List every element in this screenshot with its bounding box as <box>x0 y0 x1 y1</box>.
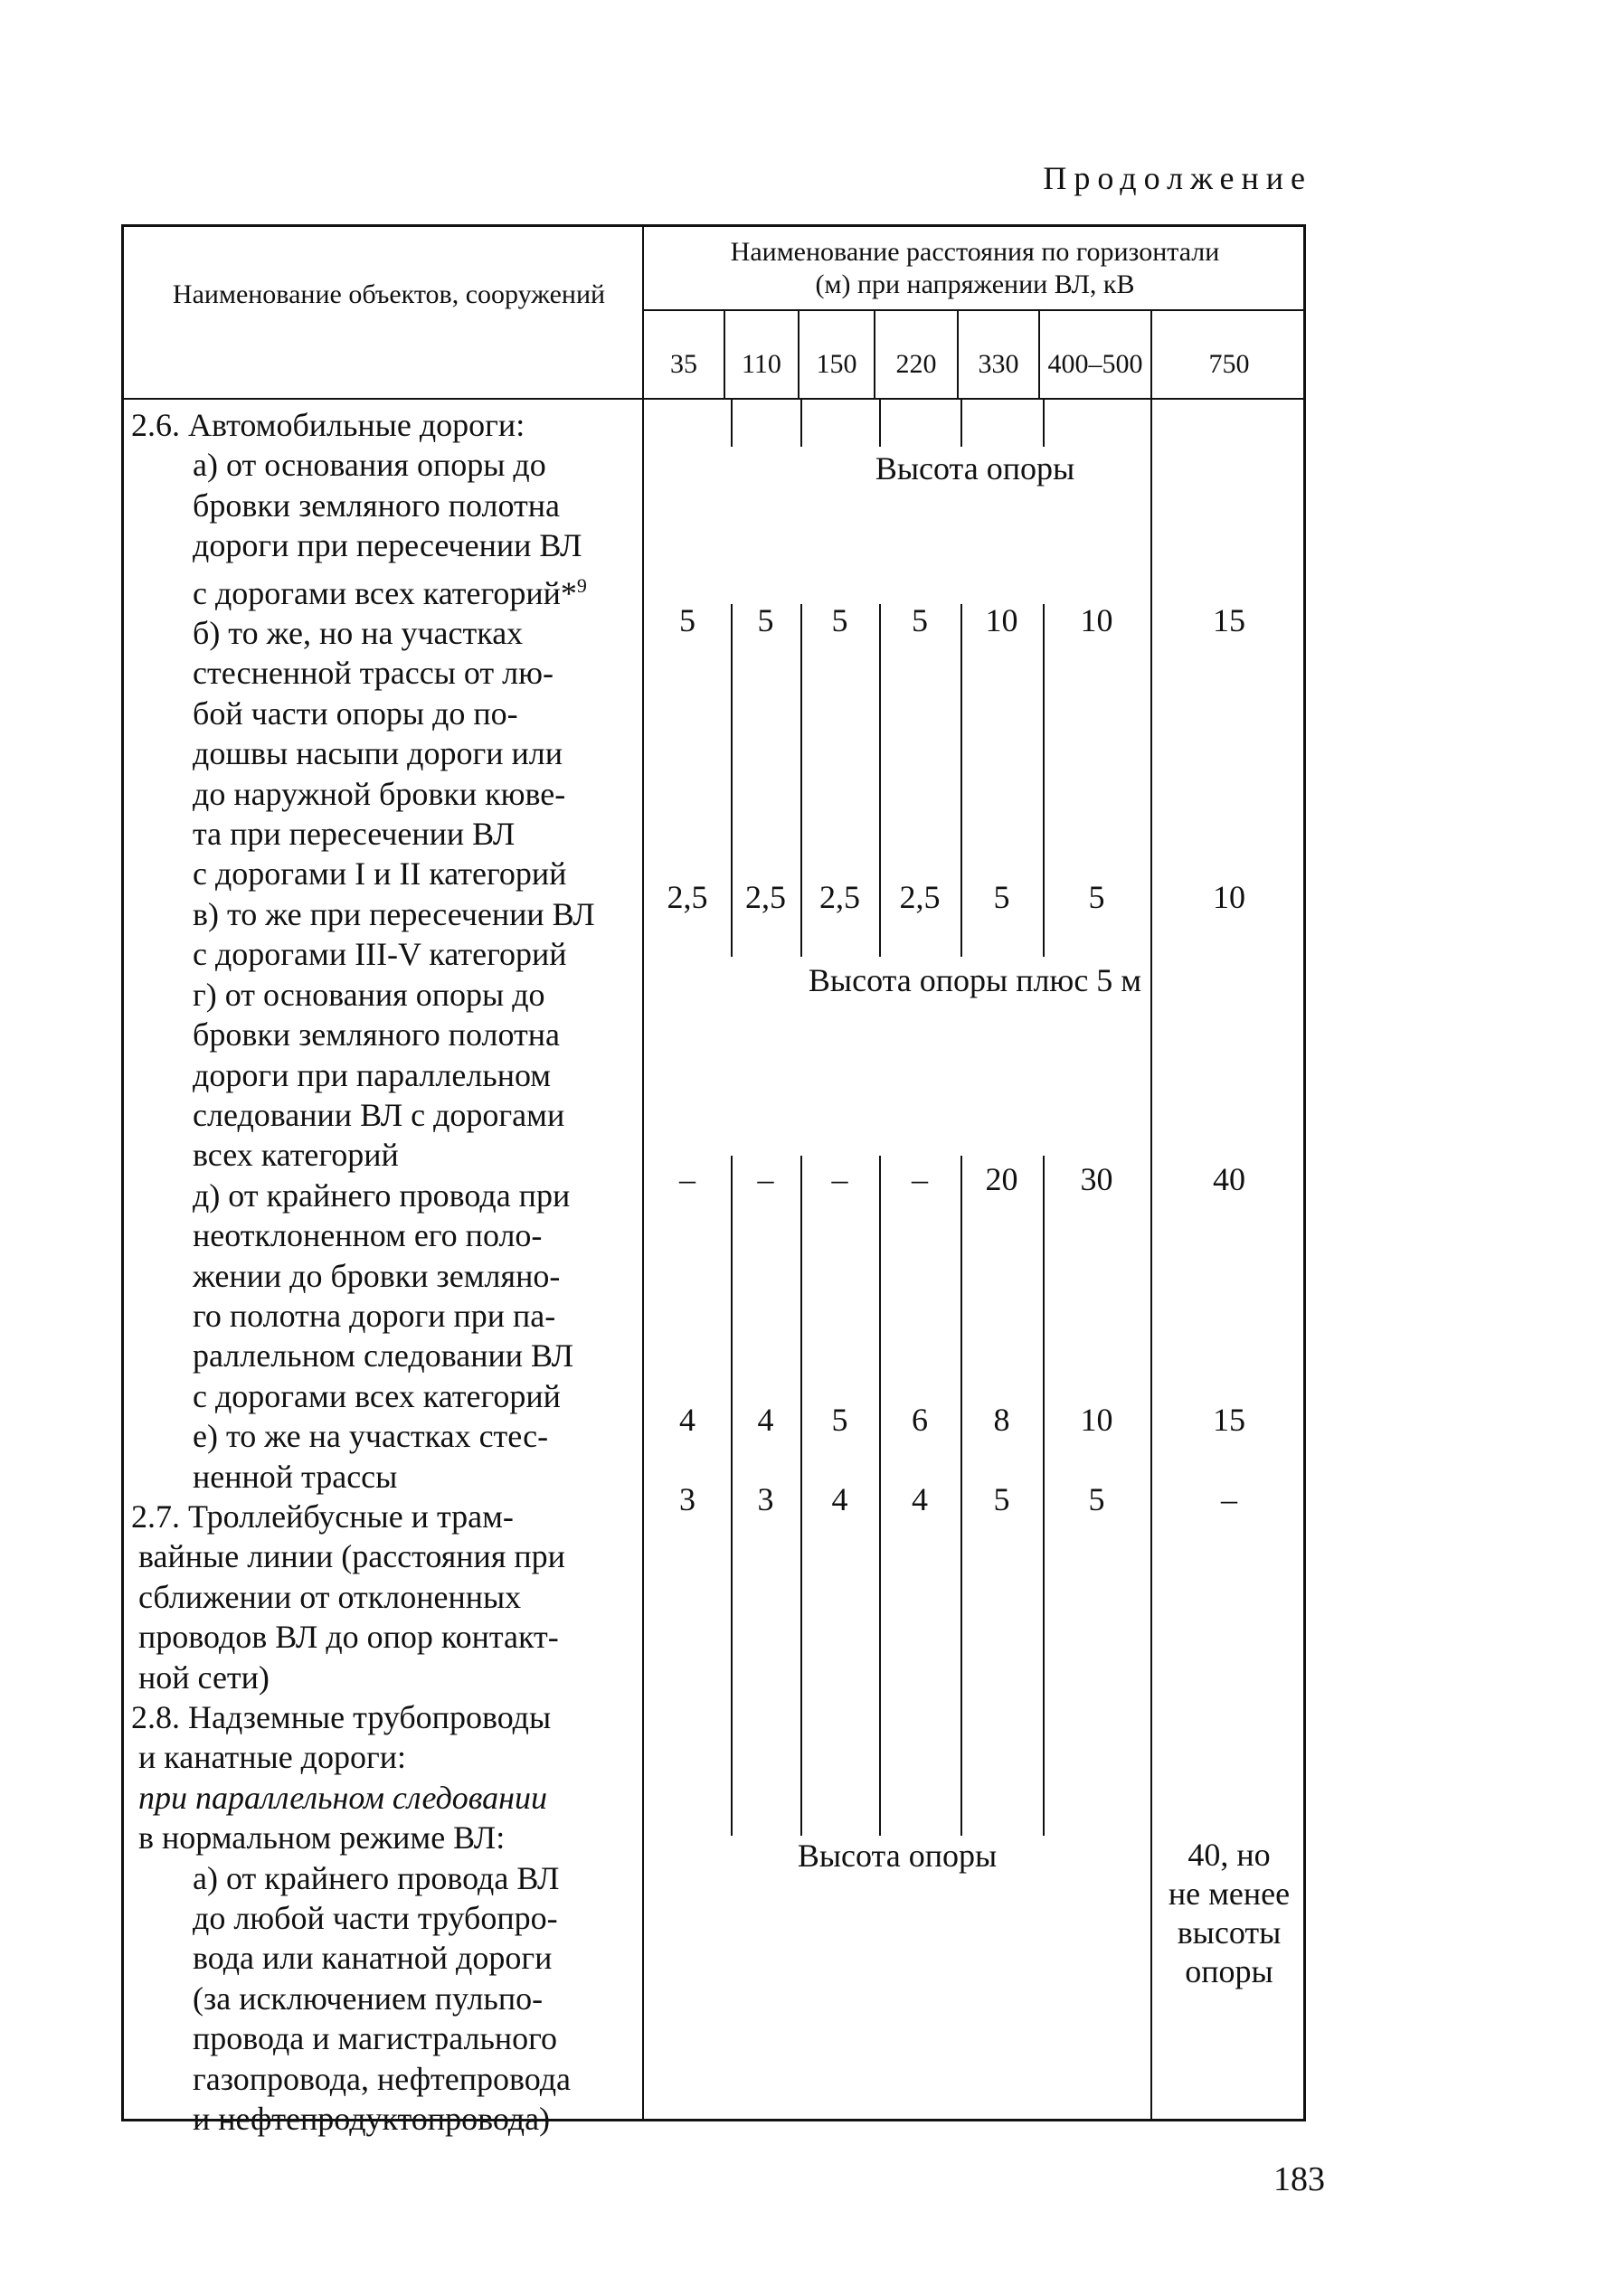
text-line: и нефтепродуктопровода) <box>193 2101 551 2138</box>
text-line: г) от основания опоры до <box>193 976 545 1013</box>
header-divider <box>642 309 1306 311</box>
merged-height-pipe: Высота опоры <box>797 1838 998 1874</box>
objects-text <box>131 405 638 2139</box>
cell-e-150: 5 <box>831 1402 848 1438</box>
col-divider <box>1043 400 1045 447</box>
cell-b-220: 5 <box>912 602 928 638</box>
cell-d-150: – <box>831 1161 848 1197</box>
col-divider <box>960 400 962 447</box>
voltage-750: 750 <box>1208 349 1250 379</box>
voltage-400-500: 400–500 <box>1047 349 1143 379</box>
cell-e-35: 4 <box>679 1402 695 1438</box>
text-line: сближении от отклоненных <box>138 1578 522 1615</box>
text-line: проводов ВЛ до опор контакт- <box>138 1619 559 1656</box>
cell-v-150: 2,5 <box>819 879 860 915</box>
cell-e-330: 8 <box>993 1402 1010 1438</box>
pipe-750-line: опоры <box>1185 1953 1273 1989</box>
pipe-750-line: высоты <box>1177 1914 1282 1951</box>
text-line: го полотна дороги при па- <box>193 1297 556 1334</box>
cell-v-400-500: 5 <box>1088 879 1105 915</box>
cell-27-35: 3 <box>679 1481 695 1517</box>
pipe-750-line: не менее <box>1168 1876 1291 1912</box>
text-line: д) от крайнего провода при <box>193 1176 571 1214</box>
cell-27-750: – <box>1221 1481 1237 1517</box>
text-line: 2.8. Надземные трубопроводы <box>131 1699 552 1735</box>
voltage-110: 110 <box>742 349 781 379</box>
cell-v-220: 2,5 <box>899 879 941 915</box>
text-line: ной сети) <box>138 1658 270 1696</box>
cell-b-400-500: 10 <box>1080 602 1113 638</box>
text-line: жении до бровки земляно- <box>193 1257 561 1294</box>
voltage-220: 220 <box>895 349 937 379</box>
cell-27-110: 3 <box>757 1481 774 1517</box>
text-line: с дорогами всех категорий <box>193 1377 561 1414</box>
cell-b-750: 15 <box>1213 602 1245 638</box>
text-line: бой части опоры до по- <box>193 694 518 732</box>
cell-b-150: 5 <box>831 602 848 638</box>
merged-height-a: Высота опоры <box>875 450 1075 487</box>
text-line: всех категорий <box>193 1137 399 1174</box>
cell-e-750: 15 <box>1213 1402 1245 1438</box>
text-line: с дорогами III-V категорий <box>193 936 567 973</box>
cell-d-330: 20 <box>985 1161 1018 1197</box>
header-bottom-line <box>121 398 1306 400</box>
continuation-label: Продолжение <box>1043 160 1312 196</box>
col-divider <box>1150 400 1152 447</box>
text-line: дороги при пересечении ВЛ <box>193 527 582 564</box>
merged-height-plus5-g: Высота опоры плюс 5 м <box>808 962 1142 998</box>
cell-e-220: 6 <box>912 1402 928 1438</box>
text-line: дороги при параллельном <box>193 1056 552 1093</box>
col-divider <box>879 400 881 447</box>
cell-b-330: 10 <box>985 602 1018 638</box>
text-line-content: с дорогами всех категорий* <box>193 574 577 611</box>
voltage-150: 150 <box>816 349 857 379</box>
text-line: до наружной бровки кюве- <box>193 775 566 812</box>
text-line: при параллельном следовании <box>138 1779 548 1816</box>
cell-e-110: 4 <box>757 1402 774 1438</box>
text-line: 2.6. Автомобильные дороги: <box>131 407 525 443</box>
text-line: а) от крайнего провода ВЛ <box>193 1859 560 1896</box>
cell-d-750: 40 <box>1213 1161 1245 1197</box>
cell-d-400-500: 30 <box>1080 1161 1113 1197</box>
text-line: неотклоненном его поло- <box>193 1217 543 1254</box>
text-line: раллельном следовании ВЛ <box>193 1337 574 1375</box>
col-divider <box>800 400 802 447</box>
col-divider <box>731 400 733 447</box>
pipe-750-cell <box>1152 1836 1306 1991</box>
text-line: а) от основания опоры до <box>193 447 546 484</box>
text-line: б) то же, но на участках <box>193 615 524 652</box>
text-line: стесненной трассы от лю- <box>193 655 554 692</box>
cell-v-750: 10 <box>1213 879 1245 915</box>
text-line: вода или канатной дороги <box>193 1940 553 1977</box>
distance-col-header-line2: (м) при напряжении ВЛ, кВ <box>815 269 1135 299</box>
text-line: провода и магистрального <box>193 2020 558 2057</box>
cell-d-35: – <box>679 1161 695 1197</box>
text-line: газопровода, нефтепровода <box>193 2060 572 2097</box>
cell-27-150: 4 <box>831 1481 848 1517</box>
cell-27-330: 5 <box>993 1481 1010 1517</box>
text-line: ненной трассы <box>193 1458 398 1495</box>
text-line: дошвы насыпи дороги или <box>193 735 563 772</box>
text-line: е) то же на участках стес- <box>193 1418 549 1455</box>
cell-b-35: 5 <box>679 602 695 638</box>
text-line: та при пересечении ВЛ <box>193 816 516 853</box>
voltage-330: 330 <box>978 349 1019 379</box>
objects-col-header: Наименование объектов, сооружений <box>172 279 606 309</box>
page-number: 183 <box>1273 2160 1325 2198</box>
text-line: бровки земляного полотна <box>193 1016 560 1054</box>
cell-b-110: 5 <box>757 602 774 638</box>
cell-e-400-500: 10 <box>1080 1402 1113 1438</box>
distance-col-header-line1: Наименование расстояния по горизонтали <box>730 237 1220 267</box>
text-line: в) то же при пересечении ВЛ <box>193 895 595 932</box>
text-line: до любой части трубопро- <box>193 1900 558 1937</box>
cell-v-35: 2,5 <box>667 879 708 915</box>
cell-v-110: 2,5 <box>745 879 786 915</box>
cell-d-110: – <box>757 1161 774 1197</box>
text-line: бровки земляного полотна <box>193 487 560 524</box>
text-line: (за исключением пульпо- <box>193 1979 544 2017</box>
text-line: следовании ВЛ с дорогами <box>193 1096 565 1133</box>
cell-27-220: 4 <box>912 1481 928 1517</box>
text-line: в нормальном режиме ВЛ: <box>138 1819 506 1857</box>
cell-v-330: 5 <box>993 879 1010 915</box>
text-line: вайные линии (расстояния при <box>138 1538 565 1575</box>
text-line: и канатные дороги: <box>138 1739 407 1776</box>
footnote-mark: 9 <box>576 573 587 597</box>
voltage-35: 35 <box>670 349 697 379</box>
cell-27-400-500: 5 <box>1088 1481 1105 1517</box>
cell-d-220: – <box>912 1161 928 1197</box>
text-line <box>131 566 638 613</box>
text-line: с дорогами I и II категорий <box>193 855 567 893</box>
pipe-750-line: 40, но <box>1187 1837 1271 1873</box>
text-line: 2.7. Троллейбусные и трам- <box>131 1498 514 1535</box>
